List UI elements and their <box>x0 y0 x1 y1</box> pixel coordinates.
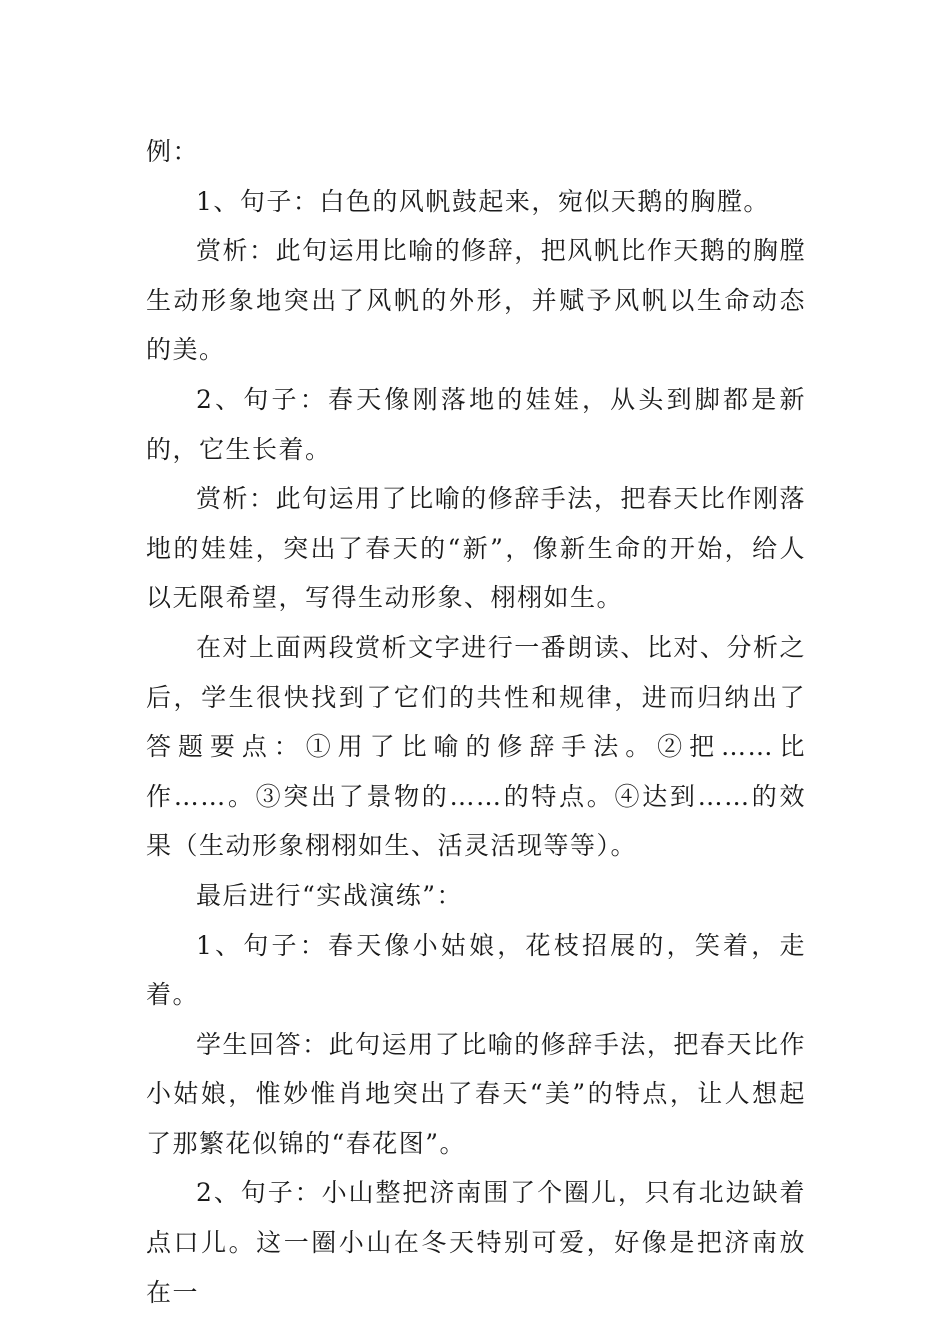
paragraph-sentence-1: 1、句子：白色的风帆鼓起来，宛似天鹅的胸膛。 <box>196 186 770 216</box>
paragraph-practice-sentence-1: 1、句子：春天像小姑娘，花枝招展的，笑着，走着。 <box>146 930 806 1010</box>
paragraph-analysis-1: 赏析：此句运用比喻的修辞，把风帆比作天鹅的胸膛生动形象地突出了风帆的外形，并赋予风帆以生命动态的美。 <box>146 236 806 365</box>
paragraph-analysis-2: 赏析：此句运用了比喻的修辞手法，把春天比作刚落地的娃娃，突出了春天的“新”，像新生命的开始，给人以无限希望，写得生动形象、栩栩如生。 <box>146 484 806 613</box>
paragraph-practice-intro: 最后进行“实战演练”： <box>196 880 464 910</box>
paragraph-summary: 在对上面两段赏析文字进行一番朗读、比对、分析之后，学生很快找到了它们的共性和规律，进而归纳出了答题要点：①用了比喻的修辞手法。②把……比作……。③突出了景物的……的特点。④达到……的效果（生动形象栩栩如生、活灵活现等等）。 <box>146 632 806 861</box>
paragraph-sentence-2: 2、句子：春天像刚落地的娃娃，从头到脚都是新的，它生长着。 <box>146 384 806 464</box>
paragraph-student-answer: 学生回答：此句运用了比喻的修辞手法，把春天比作小姑娘，惟妙惟肖地突出了春天“美”的特点，让人想起了那繁花似锦的“春花图”。 <box>146 1029 806 1158</box>
paragraph-example-label: 例： <box>146 137 200 166</box>
document-body <box>146 127 806 1317</box>
paragraph-practice-sentence-2: 2、句子：小山整把济南围了个圈儿，只有北边缺着点口儿。这一圈小山在冬天特别可爱，好像是把济南放在一 <box>146 1178 806 1307</box>
